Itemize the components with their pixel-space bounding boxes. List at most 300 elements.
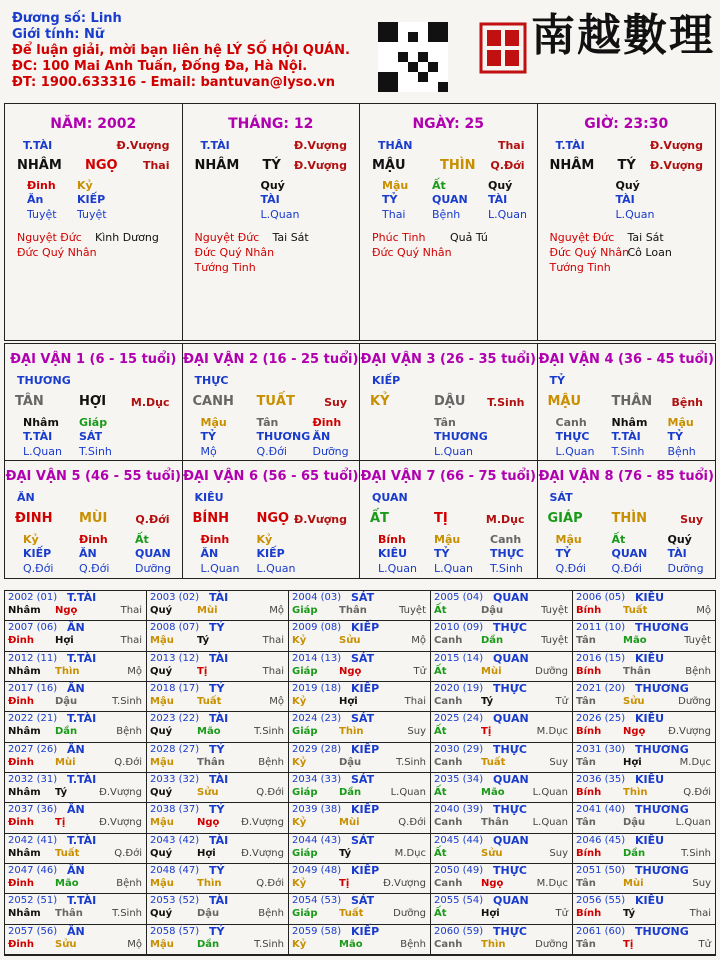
year-thapthan: TÀI [209,651,229,665]
year-chi: Tị [339,878,350,889]
pillar-can: NHÂM [549,158,595,173]
year-cell [147,652,289,682]
year-label: 2038 (37) [150,804,200,816]
dai-van-title: ĐẠI VẬN 3 (26 - 35 tuổi) [360,352,536,367]
hidden-thapthan: KIÊU [378,547,408,560]
year-label: 2004 (03) [292,592,342,603]
year-chi: Thân [481,817,509,829]
year-chi: Thìn [481,938,506,950]
year-truongsinh: Thai [689,908,711,920]
year-truongsinh: M.Dục [536,878,568,889]
year-label: 2060 (59) [434,925,484,937]
pillar-chi: TÝ [262,158,281,173]
star-right: Kình Dương [95,231,159,244]
year-cell [147,834,289,864]
dai-van-cell [5,344,183,461]
hidden-thapthan: SÁT [79,430,103,443]
year-thapthan: T.TÀI [67,591,97,604]
year-chi: Sửu [197,787,219,798]
year-chi: Sửu [481,847,503,859]
hidden-stem: Kỷ [256,533,273,546]
year-thapthan: T.TÀI [67,651,97,665]
hidden-thapthan: QUAN [135,547,171,560]
year-cell [5,743,147,773]
year-thapthan: THƯƠNG [635,742,689,756]
year-chi: Ngọ [339,665,362,677]
year-thapthan: KIÊU [635,894,665,908]
year-cell [289,621,431,651]
year-cell [573,712,715,742]
dai-van-can: KỶ [370,394,390,409]
year-thapthan: KIẾP [351,742,380,756]
year-label: 2035 (34) [434,774,484,785]
year-cell [289,652,431,682]
four-pillars-table [4,103,716,341]
year-can: Tân [576,756,596,768]
hidden-truongsinh: Dưỡng [312,445,349,458]
year-truongsinh: Đ.Vượng [383,878,426,889]
year-can: Quý [150,908,173,920]
year-cell [289,925,431,955]
year-can: Giáp [292,847,318,859]
dai-van-truongsinh: M.Dục [130,396,170,409]
year-can: Nhâm [8,787,41,798]
year-thapthan: THỰC [493,621,527,635]
year-truongsinh: Q.Đới [114,847,142,859]
hidden-truongsinh: T.Sinh [79,445,112,458]
year-truongsinh: Thai [120,605,142,616]
year-truongsinh: T.Sinh [396,756,426,768]
year-thapthan: THƯƠNG [635,803,689,817]
year-thapthan: TÀI [209,712,229,726]
year-can: Quý [150,726,173,738]
year-chi: Mão [623,635,647,647]
year-cell [289,773,431,803]
year-truongsinh: Q.Đới [256,787,284,798]
year-cell [5,621,147,651]
year-cell [147,682,289,712]
brand-logo: 南越數理 [531,10,715,61]
year-label: 2030 (29) [434,743,484,755]
year-cell [573,591,715,621]
hidden-truongsinh: Q.Đới [79,562,110,575]
year-truongsinh: Dưỡng [535,665,568,677]
year-chi: Mùi [197,605,218,616]
hidden-truongsinh: L.Quan [615,208,655,221]
hidden-truongsinh: Q.Đới [256,445,287,458]
year-thapthan: TÀI [209,833,229,847]
dai-van-title: ĐẠI VẬN 7 (66 - 75 tuổi) [360,469,536,484]
qr-code-icon [378,22,448,92]
hidden-truongsinh: Tuyệt [27,208,57,221]
dai-van-title: ĐẠI VẬN 4 (36 - 45 tuổi) [538,352,714,367]
year-can: Kỷ [292,878,307,889]
star-right: Tai Sát [627,231,664,244]
year-label: 2034 (33) [292,774,342,785]
dai-van-chi: NGỌ [256,511,290,526]
year-label: 2059 (58) [292,925,342,937]
year-label: 2029 (28) [292,743,342,755]
year-cell [573,773,715,803]
year-truongsinh: L.Quan [532,787,568,798]
year-can: Đinh [8,756,35,768]
year-chi: Ngọ [55,605,78,616]
year-thapthan: KIẾP [351,864,380,877]
year-truongsinh: Mộ [696,605,711,616]
year-chi: Dần [197,938,220,950]
year-can: Đinh [8,817,35,829]
dai-van-truongsinh: M.Dục [485,513,525,526]
year-cell [147,743,289,773]
hidden-stem: Canh [490,533,522,546]
pillar-chi: NGỌ [85,158,118,173]
hidden-truongsinh: L.Quan [555,445,595,458]
year-truongsinh: Mộ [269,605,284,616]
year-can: Giáp [292,908,318,920]
year-can: Kỷ [292,938,307,950]
year-truongsinh: Suy [407,726,426,738]
year-thapthan: THỰC [493,682,527,695]
pillar-can: NHÂM [194,158,240,173]
year-truongsinh: Dưỡng [535,938,568,950]
year-thapthan: THƯƠNG [635,682,689,695]
year-thapthan: KIÊU [635,712,665,726]
hidden-stem: Quý [488,179,513,192]
pillar-right: Đ.Vượng [293,159,347,172]
year-cell [431,621,573,651]
year-can: Bính [576,665,602,677]
year-label: 2057 (56) [8,925,58,937]
year-label: 2048 (47) [150,865,200,876]
dai-van-cell [183,344,361,461]
year-label: 2022 (21) [8,713,58,725]
year-truongsinh: Thai [262,665,284,677]
dai-van-thapthan: ĂN [17,491,35,504]
year-chi: Thân [55,908,83,920]
hidden-thapthan: KIẾP [23,547,52,560]
year-truongsinh: Dưỡng [393,908,426,920]
hidden-thapthan: THƯƠNG [256,430,311,443]
year-thapthan: TÀI [209,894,229,908]
year-can: Ất [434,726,447,738]
year-thapthan: THỰC [493,924,527,938]
year-cell [5,773,147,803]
year-cell [5,834,147,864]
year-chi: Tý [339,847,352,859]
star-left: Phúc Tinh [372,231,426,244]
pillar-chi: TÝ [617,158,636,173]
year-thapthan: THỰC [493,803,527,817]
hidden-thapthan: KIẾP [256,547,285,560]
year-truongsinh: Tuyệt [541,635,568,647]
pillar-column [538,104,716,340]
year-can: Canh [434,756,463,768]
year-can: Bính [576,605,602,616]
year-can: Bính [576,726,602,738]
dai-van-title: ĐẠI VẬN 5 (46 - 55 tuổi) [5,469,181,484]
year-can: Canh [434,938,463,950]
year-truongsinh: Tử [555,696,568,707]
year-thapthan: ĂN [67,621,85,635]
hidden-thapthan: TÀI [488,193,508,206]
year-can: Ất [434,605,447,616]
star-left: Nguyệt Đức [549,231,615,244]
year-truongsinh: T.Sinh [112,908,142,920]
year-chi: Sửu [339,635,361,647]
hidden-truongsinh: Dưỡng [135,562,172,575]
year-label: 2021 (20) [576,683,626,694]
hidden-truongsinh: L.Quan [23,445,62,458]
year-thapthan: THƯƠNG [635,864,689,877]
year-thapthan: T.TÀI [67,773,97,786]
year-cell [147,591,289,621]
year-cell [431,773,573,803]
year-can: Ất [434,787,447,798]
dai-van-title: ĐẠI VẬN 8 (76 - 85 tuổi) [538,469,714,484]
year-label: 2025 (24) [434,713,484,725]
year-cell [147,773,289,803]
hidden-thapthan: T.TÀI [611,430,641,443]
hidden-truongsinh: L.Quan [434,445,473,458]
year-can: Tân [576,938,596,950]
year-label: 2018 (17) [150,683,200,694]
hidden-thapthan: KIẾP [77,193,106,206]
year-label: 2003 (02) [150,592,200,603]
dai-van-table [4,343,716,579]
year-cell [573,834,715,864]
year-label: 2049 (48) [292,865,342,876]
year-label: 2005 (04) [434,592,484,603]
year-truongsinh: Mộ [269,696,284,707]
pillar-thapthan: T.TÀI [555,139,585,152]
year-thapthan: THỰC [493,742,527,756]
year-can: Nhâm [8,847,41,859]
dai-van-thapthan: TỶ [549,374,565,387]
year-thapthan: KIẾP [351,803,380,817]
hidden-stem: Nhâm [23,416,59,429]
year-thapthan: THỰC [493,864,527,877]
year-can: Kỷ [292,635,307,647]
year-truongsinh: Dưỡng [678,696,711,707]
hidden-stem: Tân [434,416,456,429]
year-label: 2058 (57) [150,925,200,937]
pillar-title: NĂM: 2002 [50,116,137,132]
hidden-truongsinh: L.Quan [378,562,417,575]
hidden-thapthan: Ăn [27,193,44,206]
year-chi: Dần [55,726,78,738]
year-thapthan: SÁT [351,773,375,786]
year-cell [5,925,147,955]
year-can: Giáp [292,787,318,798]
dai-van-cell [538,344,716,461]
star-left: Đức Quý Nhân [17,246,97,259]
year-thapthan: SÁT [351,833,375,847]
dai-van-thapthan: QUAN [372,491,408,504]
year-truongsinh: T.Sinh [254,726,284,738]
year-can: Bính [576,787,602,798]
year-label: 2008 (07) [150,622,200,634]
year-chi: Dậu [339,756,362,768]
year-chi: Tý [197,635,210,647]
hidden-truongsinh: Thai [382,208,406,221]
year-thapthan: ĂN [67,803,85,817]
dai-van-can: BÍNH [192,511,230,526]
year-can: Đinh [8,878,35,889]
year-can: Tân [576,878,596,889]
year-can: Nhâm [8,665,41,677]
hidden-stem: Mậu [434,533,461,546]
year-cell [5,652,147,682]
year-chi: Thân [623,665,651,677]
year-label: 2045 (44) [434,834,484,846]
year-cell [431,743,573,773]
year-thapthan: QUAN [493,773,529,786]
year-cell [147,894,289,924]
header-line: ĐC: 100 Mai Anh Tuấn, Đống Đa, Hà Nội. [12,59,308,74]
year-chi: Hợi [197,847,216,859]
year-truongsinh: Thai [262,635,284,647]
year-can: Ất [434,847,447,859]
hidden-truongsinh: Bệnh [667,445,696,458]
year-label: 2024 (23) [292,713,342,725]
year-chi: Sửu [55,938,77,950]
year-can: Kỷ [292,696,307,707]
hidden-truongsinh: Q.Đới [611,562,642,575]
year-chi: Mùi [481,665,502,677]
year-label: 2040 (39) [434,804,484,816]
dai-van-thapthan: SÁT [549,491,573,504]
year-chi: Mùi [339,817,360,829]
dai-van-chi: THÂN [611,394,653,409]
header-line: Để luận giải, mời bạn liên hệ LÝ SỐ HỘI QUÁN. [12,43,350,58]
year-truongsinh: Suy [549,756,568,768]
year-thapthan: QUAN [493,833,529,847]
year-chi: Dậu [481,605,504,616]
year-cell [289,591,431,621]
year-truongsinh: L.Quan [675,817,711,829]
star-right: Quả Tú [450,231,488,244]
hidden-thapthan: T.TÀI [23,430,53,443]
hidden-thapthan: ĂN [200,547,219,560]
year-truongsinh: Thai [120,635,142,647]
hidden-thapthan: TÀI [260,193,280,206]
year-chi: Thân [339,605,367,616]
year-truongsinh: Bệnh [258,908,284,920]
year-chi: Dần [339,787,362,798]
year-chi: Hợi [481,908,500,920]
year-cell [431,925,573,955]
year-chi: Dậu [55,696,78,707]
pillar-right: Đ.Vượng [649,159,703,172]
hidden-truongsinh: Bệnh [432,208,461,221]
year-truongsinh: Q.Đới [398,817,426,829]
hidden-thapthan: THƯƠNG [434,430,488,443]
year-cell [289,712,431,742]
year-cell [431,803,573,833]
year-cell [431,894,573,924]
year-cell [573,652,715,682]
dai-van-chi: MÙI [79,511,108,526]
year-label: 2055 (54) [434,895,484,907]
hidden-thapthan: TỶ [382,193,398,206]
hidden-thapthan: TỶ [200,430,216,443]
year-thapthan: TÀI [209,773,229,786]
year-chi: Thìn [339,726,364,738]
pillar-column [5,104,183,340]
year-cell [5,591,147,621]
header-line: Giới tính: Nữ [12,27,105,42]
year-label: 2041 (40) [576,804,626,816]
year-label: 2015 (14) [434,652,484,664]
hidden-truongsinh: L.Quan [200,562,240,575]
year-chi: Tuất [481,756,506,768]
dai-van-chi: DẬU [434,394,466,409]
year-label: 2053 (52) [150,895,200,907]
year-thapthan: KIẾP [351,621,380,635]
year-label: 2006 (05) [576,592,626,603]
year-thapthan: QUAN [493,591,529,604]
year-cell [289,864,431,894]
year-can: Mậu [150,878,174,889]
year-can: Tân [576,817,596,829]
year-chi: Hợi [55,635,74,647]
hidden-truongsinh: L.Quan [256,562,296,575]
year-label: 2009 (08) [292,622,342,634]
year-label: 2032 (31) [8,774,58,785]
hidden-stem: Đinh [200,533,230,546]
year-label: 2007 (06) [8,622,58,634]
year-can: Kỷ [292,817,307,829]
hidden-truongsinh: T.Sinh [611,445,645,458]
year-thapthan: THƯƠNG [635,924,689,938]
year-cell [5,894,147,924]
year-truongsinh: Suy [549,847,568,859]
pillar-truongsinh: Thai [497,139,525,152]
pillar-right: Q.Đới [490,159,525,172]
year-can: Nhâm [8,605,41,616]
year-cell [431,864,573,894]
year-cell [147,803,289,833]
star-left: Đức Quý Nhân [194,246,275,259]
year-chi: Tị [55,817,66,829]
dai-van-title: ĐẠI VẬN 1 (6 - 15 tuổi) [10,352,177,367]
year-chi: Thìn [197,878,222,889]
year-can: Nhâm [8,908,41,920]
dai-van-thapthan: THỰC [194,374,229,387]
dai-van-truongsinh: Đ.Vượng [293,513,347,526]
hidden-stem: Ất [611,533,626,546]
year-can: Quý [150,847,173,859]
year-cell [289,743,431,773]
year-chi: Sửu [623,696,645,707]
year-can: Canh [434,878,463,889]
year-label: 2033 (32) [150,774,200,785]
year-thapthan: KIẾP [351,924,380,938]
year-truongsinh: Đ.Vượng [99,817,142,829]
hidden-stem: Đinh [27,179,56,192]
year-label: 2056 (55) [576,895,626,907]
year-cell [573,894,715,924]
hidden-stem: Quý [260,179,285,192]
year-can: Quý [150,605,173,616]
pillar-thapthan: T.TÀI [200,139,230,152]
year-can: Giáp [292,605,318,616]
year-label: 2047 (46) [8,865,58,876]
hidden-stem: Đinh [79,533,108,546]
year-chi: Tuất [55,847,80,859]
year-truongsinh: Tuyệt [541,605,568,616]
year-thapthan: TỶ [209,924,225,938]
